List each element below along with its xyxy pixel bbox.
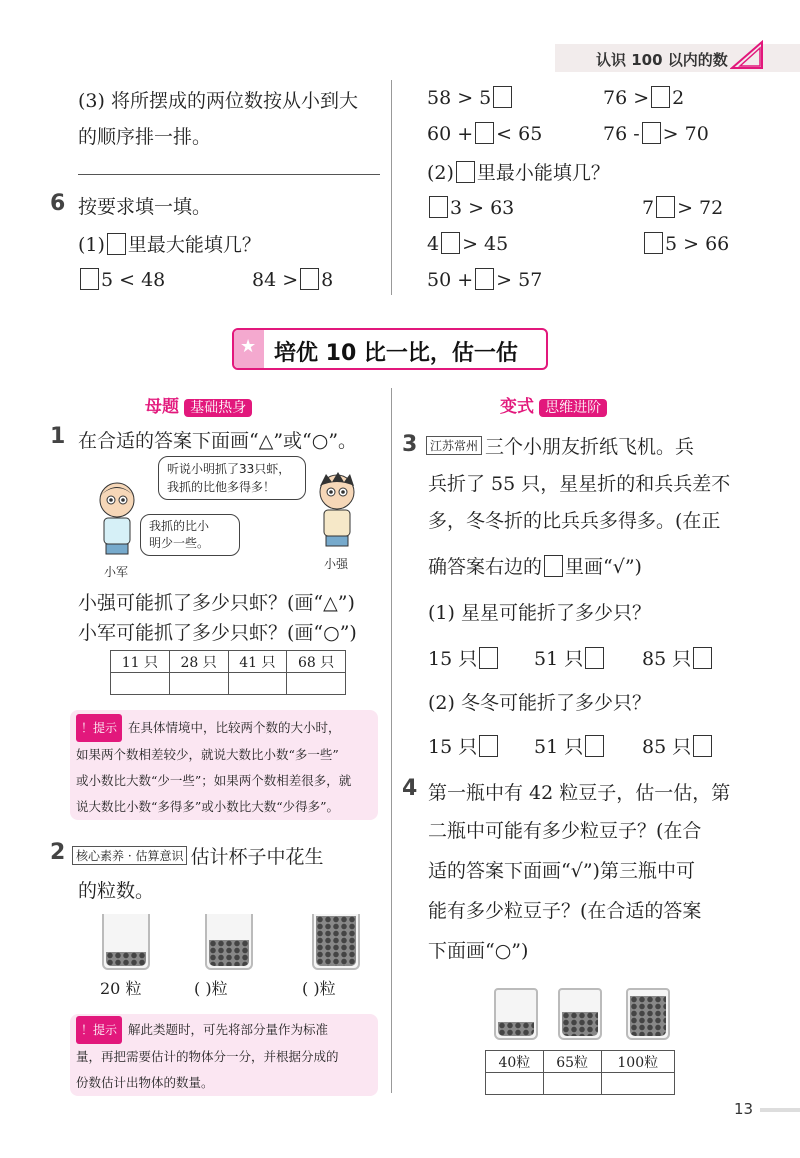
q6-part1 [78,230,261,257]
q3-line4 [428,552,642,579]
q3-number: 3 [402,432,418,457]
q1-line1: 小强可能抓了多少只虾？(画“△”) [78,592,355,614]
q2-tag: 核心素养 · 估算意识 [72,846,187,865]
expr-text: 5 < 48 [101,269,166,291]
hint-line: 解此类题时，可先将部分量作为标准 [128,1022,329,1037]
expr-text: 84 > [252,269,299,291]
q6-row1b [252,268,333,291]
part-label: (2) [427,162,454,184]
expr-text: 5 > 66 [665,233,730,255]
q3-part1: (1) 星星可能折了多少只？ [428,602,651,624]
answer-box[interactable] [300,268,319,290]
answer-cell[interactable] [287,673,346,695]
jar-2 [558,988,602,1040]
q3-line1 [426,432,694,459]
cup-3-label[interactable]: ( )粒 [302,979,336,998]
q3-line2: 兵折了 55 只，星星折的和兵兵差不 [428,473,731,495]
answer-box[interactable] [475,268,494,290]
hint-label: ！提示 [76,1016,122,1044]
table-cell: 41 只 [228,651,287,673]
answer-cell[interactable] [228,673,287,695]
answer-box[interactable] [429,196,448,218]
option-label: 51 只 [534,648,584,670]
q3-p1-opt2 [534,644,606,671]
header-title: 认识 100 以内的数 [596,51,728,69]
q4-number: 4 [402,776,418,801]
answer-box[interactable] [479,735,498,757]
q4-line4: 能有多少粒豆子？(在合适的答案 [428,900,702,922]
rt-r5a [427,268,542,291]
q1-line2: 小军可能抓了多少只虾？(画“○”) [78,622,357,644]
rt-r1b [603,86,684,109]
expr-text: > 70 [662,123,709,145]
page-number: 13 [734,1100,754,1118]
answer-box [544,555,563,577]
left-column-head [145,392,252,417]
q3-p2-opt3 [642,732,714,759]
q3-part2: (2) 冬冬可能折了多少只？ [428,692,651,714]
expr-text: < 65 [496,123,543,145]
q3-p1-opt3 [642,644,714,671]
option-label: 51 只 [534,736,584,758]
rt-part2 [427,158,610,185]
expr-text: > 72 [677,197,724,219]
bubble-jun-line1: 我抓的比小 [149,519,210,533]
rt-r4b [642,232,729,255]
q3-p2-opt2 [534,732,606,759]
answer-box[interactable] [107,233,126,255]
right-column-head [500,392,607,417]
cup-1 [102,914,150,970]
q3-text: 里画“√”) [565,556,642,578]
expr-text: > 45 [462,233,509,255]
answer-cell[interactable] [169,673,228,695]
head-advanced: 思维进阶 [539,399,607,417]
answer-box[interactable] [493,86,512,108]
q4-line5: 下面画“○”) [428,940,529,962]
expr-text: 3 > 63 [450,197,515,219]
bubble-jun-line2: 明少一些。 [149,536,210,550]
section-title: 培优 10 比一比，估一估 [274,341,518,366]
hint-line: 在具体情境中，比较两个数的大小时， [128,720,341,735]
bubble-qiang-line2: 我抓的比他多得多！ [167,480,276,494]
q3-p2-opt1 [428,732,500,759]
answer-box[interactable] [80,268,99,290]
q2-number: 2 [50,840,66,865]
q4-line3: 适的答案下面画“√”)第三瓶中可 [428,860,695,882]
name-xiaojun: 小军 [104,565,129,579]
q1-number: 1 [50,424,66,449]
speech-bubble-qiang [158,456,306,500]
cup-1-label: 20 粒 [100,979,142,998]
head-mother: 母题 [145,397,179,417]
head-variant: 变式 [500,397,534,417]
table-cell: 40粒 [486,1051,544,1073]
answer-cell[interactable] [486,1073,544,1095]
expr-text: 7 [642,197,655,219]
triangle-ruler-icon [730,40,764,70]
table-cell: 28 只 [169,651,228,673]
option-label: 15 只 [428,736,478,758]
expr-text: 4 [427,233,440,255]
option-label: 85 只 [642,736,692,758]
answer-line [78,174,380,175]
answer-cell[interactable] [543,1073,601,1095]
answer-box[interactable] [441,232,460,254]
rt-r2b [603,122,709,145]
answer-cell[interactable] [111,673,170,695]
q6-part1-label: (1) [78,234,105,256]
q3-tag: 江苏常州 [426,436,482,455]
table-cell: 68 只 [287,651,346,673]
answer-box[interactable] [642,122,661,144]
q3-text: 确答案右边的 [428,556,543,578]
name-xiaoqiang: 小强 [324,557,349,571]
q2-line2: 的粒数。 [78,880,155,902]
expr-text: 76 - [603,123,640,145]
q1-text: 在合适的答案下面画“△”或“○”。 [78,430,358,452]
answer-box[interactable] [585,735,604,757]
jar-1 [494,988,538,1040]
hint-line: 或小数比大数“少一些”；如果两个数相差很多，就 [76,773,352,788]
answer-box[interactable] [651,86,670,108]
answer-box[interactable] [456,161,475,183]
answer-box[interactable] [656,196,675,218]
table-cell: 65粒 [543,1051,601,1073]
rt-r2a [427,122,542,145]
rt-r3b [642,196,723,219]
column-divider-top [391,80,392,295]
cup-2 [205,914,253,970]
expr-text: 76 > [603,87,650,109]
hint-box-2 [70,1014,378,1096]
q4-answer-table [485,1050,675,1095]
speech-bubble-jun [140,514,240,556]
table-cell: 100粒 [601,1051,674,1073]
hint-label: ！提示 [76,714,122,742]
hint-box-1 [70,710,378,820]
head-basic: 基础热身 [184,399,252,417]
q6-part1-text: 里最大能填几？ [127,234,261,256]
expr-text: 60 + [427,123,474,145]
answer-box[interactable] [693,647,712,669]
expr-text: 2 [672,87,685,109]
hint-line: 说大数比小数“多得多”或小数比大数“少得多”。 [76,799,340,814]
table-header-row [486,1051,675,1073]
cup-3 [312,914,360,970]
q3-text: 三个小朋友折纸飞机。兵 [485,436,695,458]
answer-box[interactable] [479,647,498,669]
cup-2-label[interactable]: ( )粒 [194,979,228,998]
star-icon: ★ [240,336,257,357]
answer-cell[interactable] [601,1073,674,1095]
q6-title: 按要求填一填。 [78,196,212,218]
part-text: 里最小能填几？ [476,162,610,184]
bubble-qiang-line1: 听说小明抓了33只虾， [167,462,291,476]
table-answer-row [111,673,346,695]
q5-part3-line1: (3) 将所摆成的两位数按从小到大 [78,90,358,112]
q4-line2: 二瓶中可能有多少粒豆子？(在合 [428,820,702,842]
answer-box[interactable] [693,735,712,757]
answer-box[interactable] [585,647,604,669]
table-header-row [111,651,346,673]
hint-line: 如果两个数相差较少，就说大数比小数“多一些” [76,747,339,762]
expr-text: > 57 [496,269,543,291]
q1-answer-table [110,650,346,695]
option-label: 15 只 [428,648,478,670]
q4-line1: 第一瓶中有 42 粒豆子，估一估，第 [428,782,731,804]
rt-r4a [427,232,508,255]
table-cell: 11 只 [111,651,170,673]
table-answer-row [486,1073,675,1095]
boy-xiaojun-illustration [92,478,142,558]
jar-3 [626,988,670,1040]
rt-r1a [427,86,514,109]
q6-row1a [78,268,165,291]
rt-r3a [427,196,514,219]
expr-text: 8 [321,269,334,291]
q6-number: 6 [50,191,66,216]
hint-line: 份数估计出物体的数量。 [76,1075,214,1090]
page-number-bar [760,1108,800,1112]
answer-box[interactable] [475,122,494,144]
expr-text: 58 > 5 [427,87,492,109]
boy-xiaoqiang-illustration [312,470,362,550]
q3-line3: 多，冬冬折的比兵兵多得多。(在正 [428,510,721,532]
q2-line1 [72,842,323,869]
column-divider-bottom [391,388,392,1093]
q2-text: 估计杯子中花生 [190,846,324,868]
answer-box[interactable] [644,232,663,254]
q3-p1-opt1 [428,644,500,671]
option-label: 85 只 [642,648,692,670]
hint-line: 量，再把需要估计的物体分一分，并根据分成的 [76,1049,339,1064]
expr-text: 50 + [427,269,474,291]
q5-part3-line2: 的顺序排一排。 [78,126,212,148]
